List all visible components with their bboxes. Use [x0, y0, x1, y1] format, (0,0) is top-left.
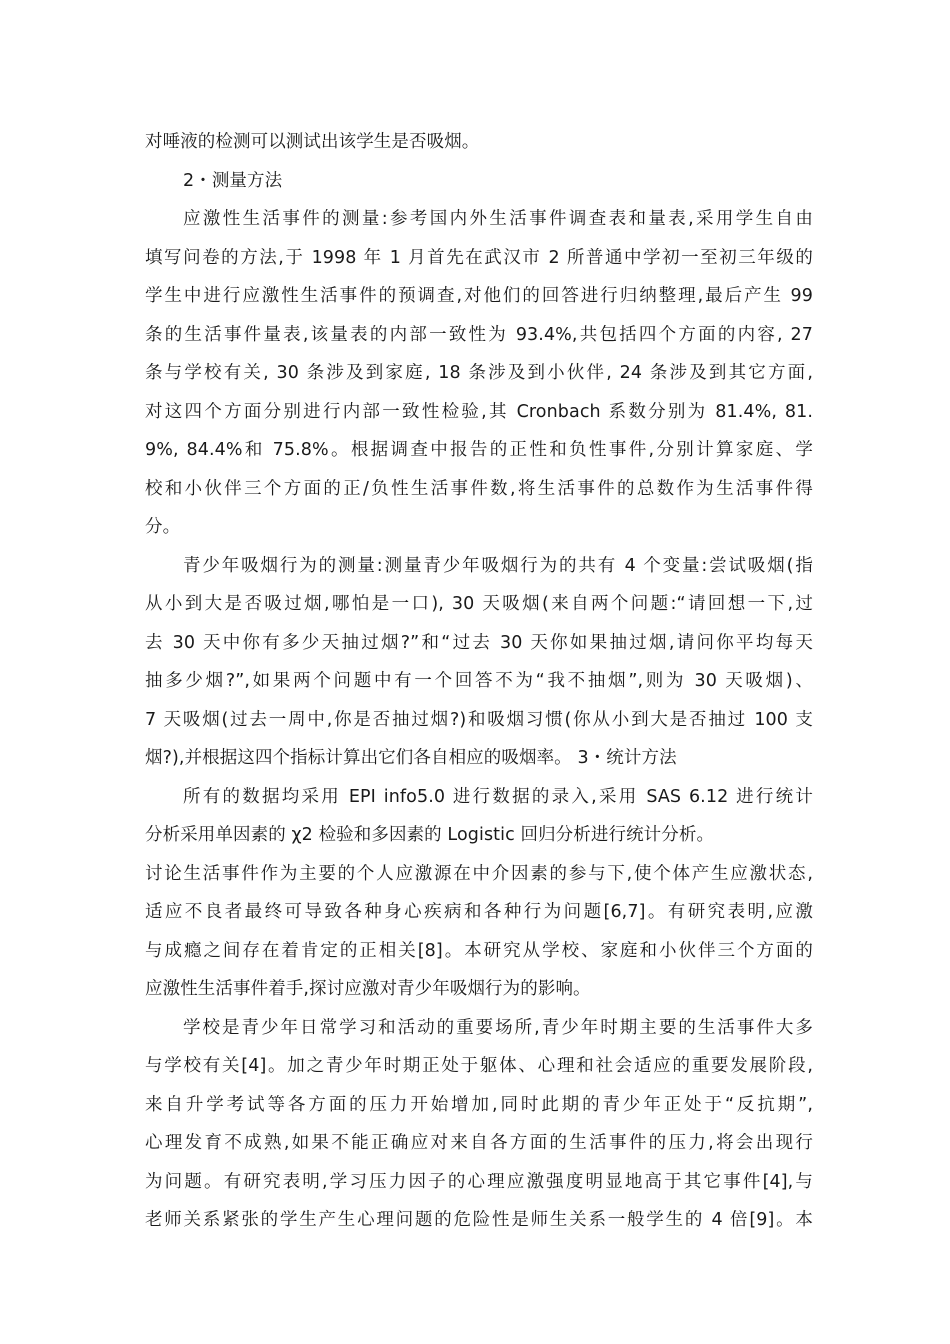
text-line: 2・测量方法: [183, 170, 283, 191]
text-line: 应激性生活事件着手,探讨应激对青少年吸烟行为的影响。: [145, 979, 591, 999]
text-line: 填写问卷的方法,于 1998 年 1 月首先在武汉市 2 所普通中学初一至初三年级的: [145, 247, 813, 268]
text-line: 所有的数据均采用 EPI info5.0 进行数据的录入,采用 SAS 6.12 进行统计: [183, 786, 813, 807]
text-line: 来自升学考试等各方面的压力开始增加,同时此期的青少年正处于“反抗期”,: [145, 1094, 813, 1115]
text-line: 对唾液的检测可以测试出该学生是否吸烟。: [145, 132, 480, 152]
text-line: 学生中进行应激性生活事件的预调查,对他们的回答进行归纳整理,最后产生 99: [145, 286, 813, 306]
text-line: 对这四个方面分别进行内部一致性检验,其 Cronbach 系数分别为 81.4%, 81.: [145, 401, 813, 422]
text-line: 分。: [145, 517, 181, 537]
text-line: 条的生活事件量表,该量表的内部一致性为 93.4%,共包括四个方面的内容, 27: [145, 324, 813, 345]
text-line: 9%, 84.4%和 75.8%。根据调查中报告的正性和负性事件,分别计算家庭、学: [145, 440, 813, 460]
text-line: 老师关系紧张的学生产生心理问题的危险性是师生关系一般学生的 4 倍[9]。本: [145, 1210, 813, 1230]
text-line: 7 天吸烟(过去一周中,你是否抽过烟?)和吸烟习惯(你从小到大是否抽过 100 支: [145, 709, 813, 730]
text-line: 与学校有关[4]。加之青少年时期正处于躯体、心理和社会适应的重要发展阶段,: [145, 1056, 813, 1076]
text-line: 与成瘾之间存在着肯定的正相关[8]。本研究从学校、家庭和小伙伴三个方面的: [145, 940, 813, 961]
text-line: 讨论生活事件作为主要的个人应激源在中介因素的参与下,使个体产生应激状态,: [145, 863, 813, 884]
text-line: 抽多少烟?”,如果两个问题中有一个回答不为“我不抽烟”,则为 30 天吸烟)、: [145, 671, 813, 691]
text-line: 应激性生活事件的测量:参考国内外生活事件调查表和量表,采用学生自由: [183, 209, 813, 229]
text-line: 学校是青少年日常学习和活动的重要场所,青少年时期主要的生活事件大多: [183, 1017, 813, 1038]
text-line: 为问题。有研究表明,学习压力因子的心理应激强度明显地高于其它事件[4],与: [145, 1171, 813, 1192]
body-text: [145, 123, 813, 1240]
text-line: 校和小伙伴三个方面的正/负性生活事件数,将生活事件的总数作为生活事件得: [145, 478, 813, 499]
text-line: 适应不良者最终可导致各种身心疾病和各种行为问题[6,7]。有研究表明,应激: [145, 902, 813, 922]
text-line: 分析采用单因素的 χ2 检验和多因素的 Logistic 回归分析进行统计分析。: [145, 825, 715, 845]
text-line: 青少年吸烟行为的测量:测量青少年吸烟行为的共有 4 个变量:尝试吸烟(指: [183, 555, 813, 576]
text-line: 心理发育不成熟,如果不能正确应对来自各方面的生活事件的压力,将会出现行: [145, 1133, 813, 1153]
text-line: 条与学校有关, 30 条涉及到家庭, 18 条涉及到小伙伴, 24 条涉及到其它方面,: [145, 363, 813, 383]
text-line: 从小到大是否吸过烟,哪怕是一口), 30 天吸烟(来自两个问题:“请回想一下,过: [145, 594, 813, 614]
text-line: 去 30 天中你有多少天抽过烟?”和“过去 30 天你如果抽过烟,请问你平均每天: [145, 632, 813, 653]
text-line: 烟?),并根据这四个指标计算出它们各自相应的吸烟率。 3・统计方法: [145, 748, 677, 768]
